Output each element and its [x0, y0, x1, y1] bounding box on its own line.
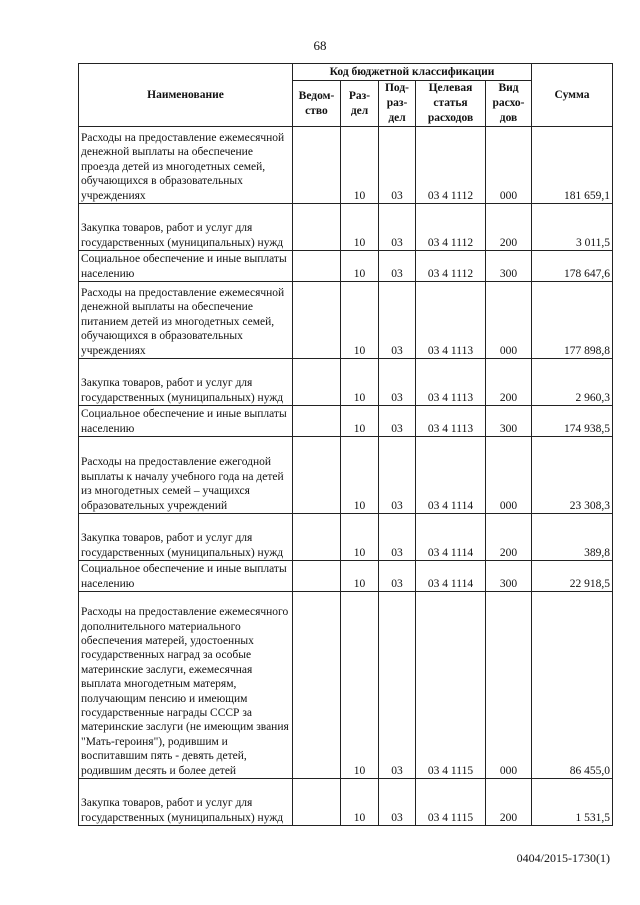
row-sum: 177 898,8: [532, 282, 613, 359]
row-name: Социальное обеспечение и иные выплаты населению: [79, 561, 293, 592]
row-vid: 000: [486, 592, 532, 779]
row-podrazdel: 03: [379, 437, 416, 514]
row-vedomstvo: [293, 282, 341, 359]
row-target: 03 4 1115: [416, 779, 486, 826]
row-razdel: 10: [341, 437, 379, 514]
row-sum: 86 455,0: [532, 592, 613, 779]
row-target: 03 4 1112: [416, 204, 486, 251]
header-classification-group: Код бюджетной классификации: [293, 64, 532, 81]
row-vid: 300: [486, 406, 532, 437]
row-vid: 200: [486, 359, 532, 406]
row-sum: 22 918,5: [532, 561, 613, 592]
row-razdel: 10: [341, 282, 379, 359]
table-row: [79, 127, 613, 204]
row-vedomstvo: [293, 514, 341, 561]
row-target: 03 4 1113: [416, 359, 486, 406]
row-podrazdel: 03: [379, 406, 416, 437]
row-podrazdel: 03: [379, 251, 416, 282]
header-name: Наименование: [79, 64, 293, 127]
row-name: Закупка товаров, работ и услуг для государственных (муниципальных) нужд: [79, 204, 293, 251]
row-podrazdel: 03: [379, 282, 416, 359]
row-podrazdel: 03: [379, 779, 416, 826]
row-podrazdel: 03: [379, 127, 416, 204]
row-name: Расходы на предоставление ежегодной выплаты к началу учебного года на детей из многодетных семей – учащихся образовательных учреждений: [79, 437, 293, 514]
row-vid: 300: [486, 251, 532, 282]
header-target: Целевая статья расходов: [416, 81, 486, 127]
row-target: 03 4 1113: [416, 282, 486, 359]
row-razdel: 10: [341, 359, 379, 406]
table-row: [79, 592, 613, 779]
row-name: Закупка товаров, работ и услуг для государственных (муниципальных) нужд: [79, 359, 293, 406]
row-podrazdel: 03: [379, 592, 416, 779]
row-vid: 300: [486, 561, 532, 592]
row-target: 03 4 1112: [416, 127, 486, 204]
row-vedomstvo: [293, 592, 341, 779]
row-sum: 2 960,3: [532, 359, 613, 406]
table-row: [79, 437, 613, 514]
row-razdel: 10: [341, 204, 379, 251]
row-vedomstvo: [293, 561, 341, 592]
table-row: [79, 251, 613, 282]
row-razdel: 10: [341, 561, 379, 592]
row-podrazdel: 03: [379, 359, 416, 406]
header-razdel: Раз-дел: [341, 81, 379, 127]
row-razdel: 10: [341, 514, 379, 561]
header-podrazdel: Под-раз-дел: [379, 81, 416, 127]
row-target: 03 4 1114: [416, 437, 486, 514]
page-number: 68: [313, 38, 327, 53]
table-row: [79, 204, 613, 251]
table-row: [79, 779, 613, 826]
row-vid: 200: [486, 514, 532, 561]
row-vedomstvo: [293, 204, 341, 251]
row-vid: 000: [486, 437, 532, 514]
row-name: Социальное обеспечение и иные выплаты населению: [79, 406, 293, 437]
row-sum: 181 659,1: [532, 127, 613, 204]
row-target: 03 4 1114: [416, 561, 486, 592]
row-vedomstvo: [293, 437, 341, 514]
row-vedomstvo: [293, 251, 341, 282]
row-name: Расходы на предоставление ежемесячной денежной выплаты на обеспечение питанием детей из многодетных семей, обучающихся в образовательных учреждениях: [79, 282, 293, 359]
row-name: Социальное обеспечение и иные выплаты населению: [79, 251, 293, 282]
row-sum: 178 647,6: [532, 251, 613, 282]
row-sum: 3 011,5: [532, 204, 613, 251]
row-target: 03 4 1112: [416, 251, 486, 282]
row-razdel: 10: [341, 127, 379, 204]
table-row: [79, 561, 613, 592]
row-vid: 200: [486, 204, 532, 251]
row-target: 03 4 1113: [416, 406, 486, 437]
row-name: Закупка товаров, работ и услуг для государственных (муниципальных) нужд: [79, 514, 293, 561]
row-razdel: 10: [341, 406, 379, 437]
row-podrazdel: 03: [379, 204, 416, 251]
row-sum: 23 308,3: [532, 437, 613, 514]
row-podrazdel: 03: [379, 561, 416, 592]
row-razdel: 10: [341, 251, 379, 282]
table-row: [79, 514, 613, 561]
row-name: Расходы на предоставление ежемесячного дополнительного материального обеспечения матерей, удостоенных государственных наград за особые материнские заслуги, ежемесячная выплата многодетным матерям, получающим пенсию и имеющим государственные награды СССР за материнские заслуги (не имеющим звания "Мать-героиня"), родившим и воспитавшим пять - девять детей, родившим десять и более детей: [79, 592, 293, 779]
header-vedomstvo: Ведом-ство: [293, 81, 341, 127]
table-row: [79, 282, 613, 359]
row-name: Закупка товаров, работ и услуг для государственных (муниципальных) нужд: [79, 779, 293, 826]
row-vedomstvo: [293, 779, 341, 826]
row-vid: 000: [486, 282, 532, 359]
row-podrazdel: 03: [379, 514, 416, 561]
row-sum: 389,8: [532, 514, 613, 561]
document-code: 0404/2015-1730(1): [516, 851, 610, 865]
row-razdel: 10: [341, 592, 379, 779]
row-vedomstvo: [293, 359, 341, 406]
row-vedomstvo: [293, 127, 341, 204]
row-sum: 174 938,5: [532, 406, 613, 437]
row-vid: 200: [486, 779, 532, 826]
row-target: 03 4 1115: [416, 592, 486, 779]
header-sum: Сумма: [532, 64, 613, 127]
row-vedomstvo: [293, 406, 341, 437]
row-razdel: 10: [341, 779, 379, 826]
table-row: [79, 406, 613, 437]
row-target: 03 4 1114: [416, 514, 486, 561]
row-vid: 000: [486, 127, 532, 204]
header-vid: Вид расхо-дов: [486, 81, 532, 127]
budget-table: [78, 63, 613, 826]
row-name: Расходы на предоставление ежемесячной денежной выплаты на обеспечение проезда детей из многодетных семей, обучающихся в образовательных учреждениях: [79, 127, 293, 204]
table-row: [79, 359, 613, 406]
row-sum: 1 531,5: [532, 779, 613, 826]
